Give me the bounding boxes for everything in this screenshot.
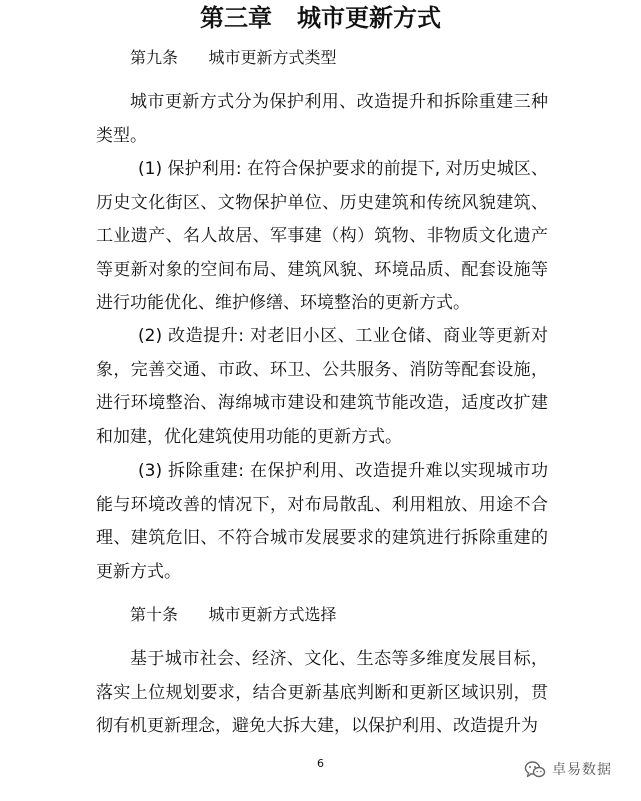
article-9-item-1: (1) 保护利用: 在符合保护要求的前提下, 对历史城区、历史文化街区、文物保护单位、历史建筑和传统风貌建筑、工业遗产、名人故居、军事建（构）筑物、非物质文化遗产等更新对象的空间布局、建筑风貌、环境品质、配套设施等进行功能优化、维护修缮、环境整治的更新方式。	[96, 159, 548, 313]
page-number: 6	[317, 757, 324, 770]
chapter-title: 第三章 城市更新方式	[199, 4, 442, 32]
wechat-icon	[524, 760, 546, 780]
watermark-text: 卓易数据	[552, 762, 612, 778]
article-9-item-2: (2) 改造提升: 对老旧小区、工业仓储、商业等更新对象，完善交通、市政、环卫、公共服务、消防等配套设施，进行环境整治、海绵城市建设和建筑节能改造，适度改扩建和加建，优化建筑使用功能的更新方式。	[96, 326, 548, 447]
article-9-intro: 城市更新方式分为保护利用、改造提升和拆除重建三种类型。	[96, 92, 548, 146]
article-10-heading: 第十条 城市更新方式选择	[130, 605, 337, 624]
article-9-item-3: (3) 拆除重建: 在保护利用、改造提升难以实现城市功能与环境改善的情况下，对布局散乱、利用粗放、用途不合理、建筑危旧、不符合城市发展要求的建筑进行拆除重建的更新方式。	[96, 461, 548, 582]
source-watermark	[524, 760, 612, 780]
article-9-heading: 第九条 城市更新方式类型	[130, 48, 337, 67]
article-10-body: 基于城市社会、经济、文化、生态等多维度发展目标，落实上位规划要求，结合更新基底判断和更新区域识别，贯彻有机更新理念，避免大拆大建，以保护利用、改造提升为	[96, 649, 548, 736]
